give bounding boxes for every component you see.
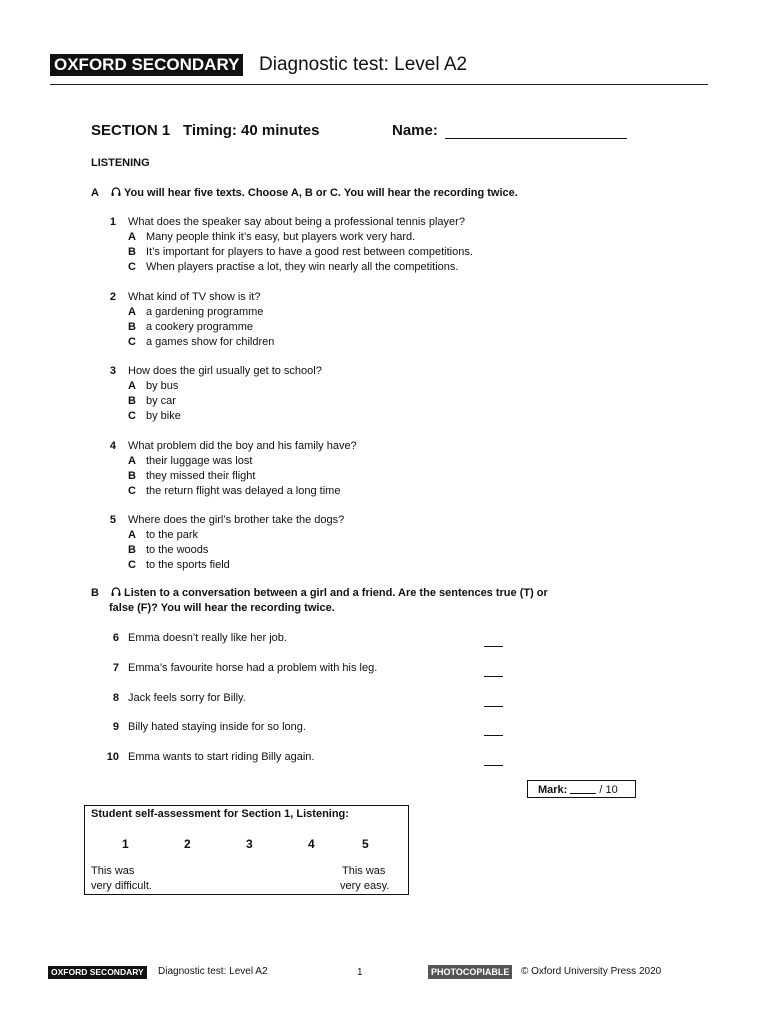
option-text[interactable]: to the sports field <box>146 559 230 571</box>
part-a-instruction-text: You will hear five texts. Choose A, B or C. You will hear the recording twice. <box>124 187 518 199</box>
document-title: Diagnostic test: Level A2 <box>259 54 468 75</box>
statement-number: 8 <box>112 691 119 704</box>
name-field[interactable] <box>445 138 627 139</box>
headphones-icon <box>111 186 121 202</box>
scale-option-4[interactable]: 4 <box>308 837 315 851</box>
header-divider <box>50 84 708 85</box>
option-letter[interactable]: B <box>128 544 136 556</box>
footer-page-number: 1 <box>357 967 363 978</box>
option-text[interactable]: to the park <box>146 529 198 541</box>
scale-low-label-2: very difficult. <box>91 880 152 892</box>
question-text: What kind of TV show is it? <box>128 290 261 303</box>
statement-text: Emma doesn’t really like her job. <box>128 632 287 644</box>
name-label: Name: <box>392 122 438 139</box>
option-letter[interactable]: B <box>128 246 136 258</box>
option-text[interactable]: the return flight was delayed a long time <box>146 484 341 497</box>
true-false-answer-blank[interactable] <box>484 765 503 766</box>
self-assessment-title: Student self-assessment for Section 1, Listening: <box>91 808 349 820</box>
section-label: SECTION 1 <box>91 122 171 139</box>
part-a-instruction <box>111 186 518 202</box>
question-number: 5 <box>109 514 116 526</box>
statement-text: Emma wants to start riding Billy again. <box>128 751 315 764</box>
part-b-instruction-line1 <box>111 586 548 602</box>
question-text: What problem did the boy and his family have? <box>128 439 357 452</box>
headphones-icon <box>111 586 121 602</box>
question-text: How does the girl usually get to school? <box>128 365 322 377</box>
scale-option-2[interactable]: 2 <box>184 837 191 851</box>
option-text[interactable]: by car <box>146 395 176 407</box>
question-text: What does the speaker say about being a professional tennis player? <box>128 216 465 228</box>
statement-text: Billy hated staying inside for so long. <box>128 721 306 734</box>
brand-logo: OXFORD SECONDARY <box>50 54 243 76</box>
option-text[interactable]: to the woods <box>146 544 209 556</box>
option-text[interactable]: a games show for children <box>146 335 275 348</box>
question-number: 2 <box>109 290 116 303</box>
part-b-instruction-line2: false (F)? You will hear the recording twice. <box>109 602 335 614</box>
mark-total: / 10 <box>599 784 618 796</box>
statement-text: Jack feels sorry for Billy. <box>128 691 246 704</box>
part-b-letter: B <box>91 587 99 599</box>
footer-copyright: © Oxford University Press 2020 <box>521 966 662 977</box>
option-text[interactable]: by bike <box>146 410 181 422</box>
statement-number: 9 <box>112 721 119 734</box>
option-text[interactable]: Many people think it’s easy, but players work very hard. <box>146 231 416 243</box>
scale-low-label-1: This was <box>91 865 135 877</box>
statement-number: 10 <box>106 751 119 764</box>
option-letter[interactable]: C <box>128 410 136 422</box>
option-text[interactable]: their luggage was lost <box>146 454 253 467</box>
option-letter[interactable]: C <box>128 335 136 348</box>
option-text[interactable]: It’s important for players to have a good rest between competitions. <box>146 246 473 258</box>
section-timing: Timing: 40 minutes <box>183 122 320 139</box>
footer-brand-logo: OXFORD SECONDARY <box>48 966 147 979</box>
option-letter[interactable]: A <box>128 305 136 318</box>
scale-high-label-1: This was <box>342 865 386 877</box>
option-letter[interactable]: B <box>128 320 136 333</box>
scale-option-3[interactable]: 3 <box>246 837 253 851</box>
option-text[interactable]: a gardening programme <box>146 305 264 318</box>
option-text[interactable]: When players practise a lot, they win nearly all the competitions. <box>146 261 459 273</box>
part-b-instruction-text-1: Listen to a conversation between a girl and a friend. Are the sentences true (T) or <box>124 587 548 599</box>
option-text[interactable]: they missed their flight <box>146 469 256 482</box>
true-false-answer-blank[interactable] <box>484 676 503 677</box>
true-false-answer-blank[interactable] <box>484 706 503 707</box>
option-letter[interactable]: A <box>128 380 136 392</box>
question-number: 1 <box>109 216 116 228</box>
statement-number: 6 <box>112 632 119 644</box>
question-text: Where does the girl’s brother take the dogs? <box>128 514 345 526</box>
scale-option-1[interactable]: 1 <box>122 837 129 851</box>
photocopiable-badge: PHOTOCOPIABLE <box>428 965 512 979</box>
option-letter[interactable]: A <box>128 529 136 541</box>
footer-title: Diagnostic test: Level A2 <box>158 966 268 977</box>
statement-text: Emma’s favourite horse had a problem with his leg. <box>128 661 378 674</box>
option-letter[interactable]: B <box>128 469 136 482</box>
question-number: 3 <box>109 365 116 377</box>
option-letter[interactable]: A <box>128 454 136 467</box>
question-number: 4 <box>109 439 116 452</box>
option-letter[interactable]: A <box>128 231 136 243</box>
scale-option-5[interactable]: 5 <box>362 837 369 851</box>
mark-label: Mark: <box>538 784 568 796</box>
option-letter[interactable]: C <box>128 559 136 571</box>
listening-subheading: LISTENING <box>91 157 150 169</box>
option-text[interactable]: by bus <box>146 380 179 392</box>
statement-number: 7 <box>112 661 119 674</box>
option-letter[interactable]: C <box>128 261 136 273</box>
part-a-letter: A <box>91 187 99 199</box>
true-false-answer-blank[interactable] <box>484 735 503 736</box>
mark-box <box>527 780 636 798</box>
mark-score-field[interactable] <box>570 782 596 794</box>
true-false-answer-blank[interactable] <box>484 646 503 647</box>
scale-high-label-2: very easy. <box>340 880 390 892</box>
option-letter[interactable]: B <box>128 395 136 407</box>
option-letter[interactable]: C <box>128 484 136 497</box>
option-text[interactable]: a cookery programme <box>146 320 253 333</box>
